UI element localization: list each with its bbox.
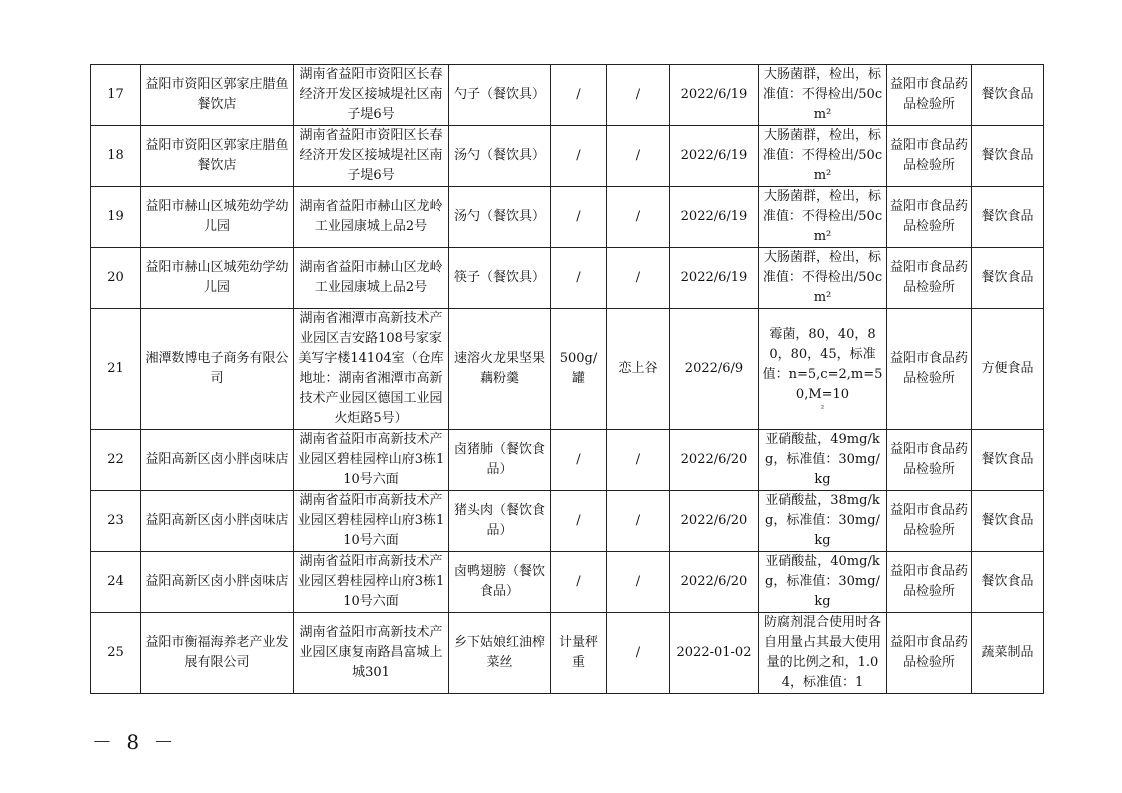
- test-result-cell: [759, 309, 887, 430]
- product-name-cell: [449, 126, 551, 187]
- company-name-cell: [141, 126, 294, 187]
- company-name-cell-text: 益阳高新区卤小胖卤味店: [145, 452, 289, 467]
- company-name-cell-text: 益阳市赫山区城苑幼学幼儿园: [145, 260, 289, 295]
- production-date-cell: [670, 491, 759, 552]
- address-cell: [294, 491, 449, 552]
- food-category-cell: [972, 552, 1044, 613]
- food-category-cell-text: 蔬菜制品: [981, 645, 1034, 660]
- testing-agency-cell: [887, 126, 972, 187]
- address-cell-text: 湖南省湘潭市高新技术产业园区吉安路108号家家美写字楼14104室（仓库地址：湖南省湘潭市高新技术产业园区德国工业园火炬路5号）: [298, 311, 444, 426]
- product-name-cell-text: 汤勺（餐饮具）: [453, 209, 545, 224]
- company-name-cell-text: 益阳市资阳区郭家庄腊鱼餐饮店: [145, 77, 289, 112]
- brand-cell-text: /: [635, 87, 641, 102]
- company-name-cell: [141, 309, 294, 430]
- company-name-cell: [141, 248, 294, 309]
- test-result-cell-text: 大肠菌群，检出，标准值：不得检出/50cm²: [762, 189, 883, 244]
- production-date-cell-text: 2022/6/20: [680, 452, 748, 467]
- product-name-cell-text: 卤猪肺（餐饮食品）: [453, 442, 545, 477]
- testing-agency-cell: [887, 187, 972, 248]
- company-name-cell-text: 益阳市赫山区城苑幼学幼儿园: [145, 199, 289, 234]
- company-name-cell: [141, 430, 294, 491]
- brand-cell-text: /: [635, 270, 641, 285]
- test-result-cell-text: 大肠菌群，检出，标准值：不得检出/50cm²: [762, 67, 883, 122]
- table-row: [91, 309, 1044, 430]
- row-number-cell: [91, 430, 141, 491]
- testing-agency-cell: [887, 491, 972, 552]
- company-name-cell-text: 益阳高新区卤小胖卤味店: [145, 574, 289, 589]
- food-category-cell: [972, 613, 1044, 694]
- food-category-cell: [972, 430, 1044, 491]
- address-cell: [294, 187, 449, 248]
- table-row: [91, 126, 1044, 187]
- food-category-cell: [972, 248, 1044, 309]
- production-date-cell-text: 2022/6/19: [680, 148, 748, 163]
- brand-cell: [607, 491, 670, 552]
- production-date-cell-text: 2022/6/19: [680, 209, 748, 224]
- address-cell-text: 湖南省益阳市资阳区长春经济开发区接城堤社区南子堤6号: [299, 67, 443, 122]
- specification-cell-text: /: [576, 452, 581, 467]
- test-result-cell: [759, 613, 887, 694]
- table-row: [91, 65, 1044, 126]
- test-result-cell: [759, 430, 887, 491]
- table-row: [91, 613, 1044, 694]
- brand-cell-text: /: [635, 513, 641, 528]
- company-name-cell-text: 湘潭数博电子商务有限公司: [145, 351, 289, 386]
- table-row: [91, 187, 1044, 248]
- testing-agency-cell-text: 益阳市食品药品检验所: [890, 260, 969, 295]
- superscript-mark: ²: [820, 404, 825, 413]
- address-cell-text: 湖南省益阳市赫山区龙岭工业园康城上品2号: [299, 260, 443, 295]
- company-name-cell: [141, 613, 294, 694]
- food-category-cell: [972, 491, 1044, 552]
- product-name-cell-text: 筷子（餐饮具）: [453, 270, 545, 285]
- address-cell: [294, 430, 449, 491]
- brand-cell-text: /: [635, 209, 641, 224]
- production-date-cell: [670, 65, 759, 126]
- food-category-cell-text: 餐饮食品: [981, 513, 1034, 528]
- table-row: [91, 491, 1044, 552]
- company-name-cell: [141, 65, 294, 126]
- production-date-cell-text: 2022-01-02: [676, 645, 752, 660]
- production-date-cell-text: 2022/6/20: [680, 574, 748, 589]
- table-row: [91, 430, 1044, 491]
- row-number-cell-text: 21: [107, 361, 124, 376]
- specification-cell: [551, 126, 607, 187]
- testing-agency-cell: [887, 65, 972, 126]
- testing-agency-cell-text: 益阳市食品药品检验所: [890, 442, 969, 477]
- food-category-cell-text: 餐饮食品: [981, 209, 1034, 224]
- row-number-cell-text: 18: [107, 148, 124, 163]
- test-result-cell-text: 大肠菌群，检出，标准值：不得检出/50cm²: [762, 250, 883, 305]
- testing-agency-cell-text: 益阳市食品药品检验所: [890, 199, 969, 234]
- row-number-cell: [91, 248, 141, 309]
- address-cell-text: 湖南省益阳市赫山区龙岭工业园康城上品2号: [299, 199, 443, 234]
- page-number: － 8 －: [92, 730, 178, 754]
- product-name-cell: [449, 187, 551, 248]
- testing-agency-cell-text: 益阳市食品药品检验所: [890, 503, 969, 538]
- specification-cell-text: /: [576, 574, 581, 589]
- row-number-cell: [91, 65, 141, 126]
- row-number-cell-text: 17: [107, 87, 124, 102]
- testing-agency-cell: [887, 430, 972, 491]
- product-name-cell: [449, 552, 551, 613]
- row-number-cell: [91, 613, 141, 694]
- food-category-cell: [972, 309, 1044, 430]
- brand-cell-text: /: [635, 148, 641, 163]
- product-name-cell: [449, 248, 551, 309]
- production-date-cell-text: 2022/6/20: [680, 513, 748, 528]
- test-result-cell-text: 霉菌，80，40，80，80，45，标准值：n=5,c=2,m=50,M=10: [762, 327, 883, 402]
- production-date-cell-text: 2022/6/19: [680, 270, 748, 285]
- row-number-cell-text: 23: [107, 513, 124, 528]
- food-category-cell-text: 餐饮食品: [981, 452, 1034, 467]
- production-date-cell: [670, 248, 759, 309]
- row-number-cell: [91, 126, 141, 187]
- address-cell-text: 湖南省益阳市高新技术产业园区碧桂园梓山府3栋110号六面: [297, 554, 445, 609]
- specification-cell-text: /: [576, 513, 581, 528]
- specification-cell: [551, 248, 607, 309]
- brand-cell: [607, 613, 670, 694]
- address-cell: [294, 309, 449, 430]
- specification-cell-text: /: [576, 148, 581, 163]
- company-name-cell-text: 益阳高新区卤小胖卤味店: [145, 513, 289, 528]
- brand-cell: [607, 187, 670, 248]
- specification-cell: [551, 430, 607, 491]
- product-name-cell: [449, 309, 551, 430]
- test-result-cell: [759, 187, 887, 248]
- food-category-cell-text: 餐饮食品: [981, 270, 1034, 285]
- testing-agency-cell-text: 益阳市食品药品检验所: [890, 77, 969, 112]
- address-cell-text: 湖南省益阳市资阳区长春经济开发区接城堤社区南子堤6号: [299, 128, 443, 183]
- table-row: [91, 248, 1044, 309]
- row-number-cell: [91, 491, 141, 552]
- product-name-cell-text: 猪头肉（餐饮食品）: [453, 503, 545, 538]
- brand-cell-text: /: [635, 574, 641, 589]
- production-date-cell: [670, 430, 759, 491]
- row-number-cell-text: 19: [107, 209, 124, 224]
- specification-cell: [551, 491, 607, 552]
- company-name-cell: [141, 491, 294, 552]
- test-result-cell-text: 亚硝酸盐，49mg/kg，标准值：30mg/kg: [765, 432, 880, 487]
- address-cell: [294, 65, 449, 126]
- brand-cell: [607, 65, 670, 126]
- brand-cell: [607, 552, 670, 613]
- test-result-cell: [759, 491, 887, 552]
- product-name-cell-text: 卤鸭翅膀（餐饮食品）: [453, 564, 545, 599]
- test-result-cell-text: 大肠菌群，检出，标准值：不得检出/50cm²: [762, 128, 883, 183]
- testing-agency-cell-text: 益阳市食品药品检验所: [890, 635, 969, 670]
- address-cell-text: 湖南省益阳市高新技术产业园区碧桂园梓山府3栋110号六面: [297, 432, 445, 487]
- testing-agency-cell: [887, 309, 972, 430]
- address-cell: [294, 126, 449, 187]
- testing-agency-cell-text: 益阳市食品药品检验所: [890, 351, 969, 386]
- production-date-cell: [670, 552, 759, 613]
- product-name-cell-text: 速溶火龙果坚果藕粉羹: [453, 351, 545, 386]
- results-table: [90, 64, 1044, 694]
- test-result-cell: [759, 552, 887, 613]
- testing-agency-cell-text: 益阳市食品药品检验所: [890, 138, 969, 173]
- testing-agency-cell: [887, 613, 972, 694]
- company-name-cell-text: 益阳市资阳区郭家庄腊鱼餐饮店: [145, 138, 289, 173]
- food-category-cell-text: 方便食品: [981, 361, 1034, 376]
- specification-cell-text: /: [576, 270, 581, 285]
- row-number-cell-text: 22: [107, 452, 124, 467]
- row-number-cell: [91, 552, 141, 613]
- product-name-cell: [449, 65, 551, 126]
- production-date-cell-text: 2022/6/19: [680, 87, 748, 102]
- product-name-cell-text: 勺子（餐饮具）: [453, 87, 545, 102]
- specification-cell: [551, 187, 607, 248]
- brand-cell: [607, 309, 670, 430]
- food-category-cell: [972, 65, 1044, 126]
- test-result-cell: [759, 65, 887, 126]
- test-result-cell-text: 防腐剂混合使用时各自用量占其最大使用量的比例之和，1.04，标准值：1: [763, 615, 881, 690]
- address-cell: [294, 552, 449, 613]
- address-cell-text: 湖南省益阳市高新技术产业园区康复南路昌富城上城301: [299, 625, 443, 680]
- production-date-cell: [670, 309, 759, 430]
- specification-cell-text: 500g/罐: [559, 351, 598, 386]
- address-cell: [294, 613, 449, 694]
- specification-cell-text: /: [576, 209, 581, 224]
- test-result-cell: [759, 248, 887, 309]
- testing-agency-cell-text: 益阳市食品药品检验所: [890, 564, 969, 599]
- brand-cell: [607, 126, 670, 187]
- specification-cell: [551, 552, 607, 613]
- product-name-cell-text: 乡下姑娘红油榨菜丝: [453, 635, 545, 670]
- specification-cell-text: 计量秤重: [558, 635, 598, 670]
- food-category-cell-text: 餐饮食品: [981, 148, 1034, 163]
- address-cell: [294, 248, 449, 309]
- product-name-cell: [449, 430, 551, 491]
- testing-agency-cell: [887, 248, 972, 309]
- test-result-cell-text: 亚硝酸盐，40mg/kg，标准值：30mg/kg: [765, 554, 880, 609]
- company-name-cell: [141, 552, 294, 613]
- food-category-cell: [972, 187, 1044, 248]
- test-result-cell: [759, 126, 887, 187]
- table-body: [91, 65, 1044, 694]
- specification-cell: [551, 65, 607, 126]
- food-category-cell-text: 餐饮食品: [981, 574, 1034, 589]
- specification-cell-text: /: [576, 87, 581, 102]
- company-name-cell-text: 益阳市衡福海养老产业发展有限公司: [145, 635, 289, 670]
- brand-cell: [607, 430, 670, 491]
- row-number-cell-text: 24: [107, 574, 124, 589]
- row-number-cell: [91, 187, 141, 248]
- company-name-cell: [141, 187, 294, 248]
- brand-cell: [607, 248, 670, 309]
- food-category-cell-text: 餐饮食品: [981, 87, 1034, 102]
- address-cell-text: 湖南省益阳市高新技术产业园区碧桂园梓山府3栋110号六面: [297, 493, 445, 548]
- brand-cell-text: 恋上谷: [618, 361, 658, 376]
- production-date-cell: [670, 613, 759, 694]
- row-number-cell: [91, 309, 141, 430]
- row-number-cell-text: 25: [107, 645, 124, 660]
- test-result-cell-text: 亚硝酸盐，38mg/kg，标准值：30mg/kg: [765, 493, 880, 548]
- testing-agency-cell: [887, 552, 972, 613]
- specification-cell: [551, 309, 607, 430]
- product-name-cell-text: 汤勺（餐饮具）: [453, 148, 545, 163]
- brand-cell-text: /: [635, 645, 641, 660]
- product-name-cell: [449, 491, 551, 552]
- production-date-cell: [670, 187, 759, 248]
- production-date-cell: [670, 126, 759, 187]
- specification-cell: [551, 613, 607, 694]
- table-row: [91, 552, 1044, 613]
- food-category-cell: [972, 126, 1044, 187]
- production-date-cell-text: 2022/6/9: [684, 361, 744, 376]
- product-name-cell: [449, 613, 551, 694]
- row-number-cell-text: 20: [107, 270, 124, 285]
- brand-cell-text: /: [635, 452, 641, 467]
